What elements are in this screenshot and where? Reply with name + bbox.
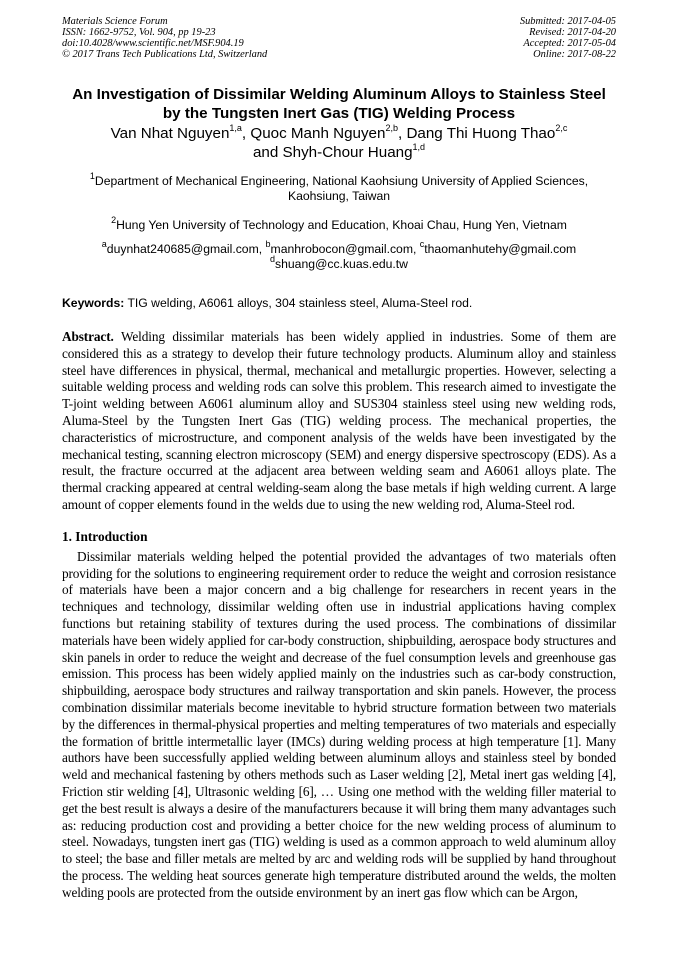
keywords-text: TIG welding, A6061 alloys, 304 stainless steel, Aluma-Steel rod. xyxy=(124,296,473,310)
author-name: Dang Thi Huong Thao xyxy=(406,125,556,142)
author-sup: 1,d xyxy=(412,141,426,152)
date-submitted: Submitted: 2017-04-05 xyxy=(519,16,616,27)
author-name: Van Nhat Nguyen xyxy=(110,125,230,142)
author-name: Shyh-Chour Huang xyxy=(282,144,413,161)
paper-title: An Investigation of Dissimilar Welding Aluminum Alloys to Stainless Steel by the Tungsten Inert Gas (TIG) Welding Process xyxy=(72,86,606,122)
author-separator: , xyxy=(241,125,251,142)
header-left xyxy=(62,16,267,60)
abstract xyxy=(62,329,616,514)
journal-issn: ISSN: 1662-9752, Vol. 904, pp 19-23 xyxy=(62,27,216,38)
author-list xyxy=(62,124,616,162)
date-online: Online: 2017-08-22 xyxy=(533,49,616,60)
email-sup: c xyxy=(419,238,425,249)
keywords xyxy=(62,296,616,311)
email-text: duynhat240685@gmail.com xyxy=(106,242,259,256)
email-sup: b xyxy=(265,238,271,249)
affiliation-text: Hung Yen University of Technology and Education, Khoai Chau, Hung Yen, Vietnam xyxy=(116,218,567,232)
email-sup: d xyxy=(270,253,276,264)
abstract-text: Welding dissimilar materials has been widely applied in industries. Some of them are considered this as a strategy to develop their future technology products. Aluminum alloy and stainless steel have differences in physical, thermal, mechanical and metallurgic properties. However, selecting a suitable welding process and welding rods can solve this problem. This research aimed to investigate the T-joint welding between A6061 aluminum alloy and SUS304 stainless steel using new welding rods, Aluma-Steel by the Tungsten Inert Gas (TIG) welding process. The mechanical properties, the characteristics of microstructure, and component analysis of the welds have been investigated by the mechanical testing, scanning electron microscopy (SEM) and energy dispersive spectroscopy (EDS). As a result, the fracture occurred at the adjacent area between welding seam and A6061 alloys plate. The thermal cracking appeared at central welding-seam along the base metals if high welding current. A large amount of copper elements found in the welds due to using the new welding rod, Aluma-Steel rod. xyxy=(62,329,616,512)
author-name: Quoc Manh Nguyen xyxy=(250,125,386,142)
journal-copyright: © 2017 Trans Tech Publications Ltd, Switzerland xyxy=(62,49,268,60)
keywords-label: Keywords: xyxy=(62,296,125,310)
affiliation-1 xyxy=(62,170,616,204)
affiliation-sup: 1 xyxy=(89,170,95,181)
author-line-1 xyxy=(62,124,616,143)
author-and: and xyxy=(252,144,283,161)
author-sup: 2,b xyxy=(385,122,398,133)
author-sup: 2,c xyxy=(555,122,568,133)
date-accepted: Accepted: 2017-05-04 xyxy=(523,38,616,49)
email-line-1: $^a$duynhat240685@gmail.com, $^b$manhrobocon@gmail.com, $^c$thaomanhutehy@gmail.com xyxy=(101,238,577,256)
email-text: thaomanhutehy@gmail.com xyxy=(424,242,577,256)
section-body: Dissimilar materials welding helped the potential provided the advantages of two materials often providing for the solutions to engineering requirement order to reduce the weight and corrosion resistance of materials have been a major concern and a big challenge for researchers in recent years in the techniques and technology, dissimilar welding often use in industrial applications having complex functions but retaining stability of textures during the used process. The combinations of dissimilar materials have been widely applied for car-body construction, shipbuilding, aerospace body structures and skin panels in order to reduce the weight and decrease of the fuel consumption levels and greenhouse gas emission. This process has been widely applied mainly on the industries such as car-body construction, shipbuilding, aerospace body structures and railway transportation and skin panels. However, the process combination dissimilar materials become inevitable to hybrid structure formation between two materials by the differences in thermal-physical properties and melting temperatures of two materials and especially the formation of brittle intermetallic layer (IMCs) during welding process at high temperature [1]. Many authors have been successfully applied welding between aluminum alloys and stainless steel by bonded weld and mechanical fastening by others methods such as Laser welding [2], Metal inert gas welding [4], Friction stir welding [4], Ultrasonic welding [6], … Using one method with the welding filler material to get the best result is always a desire of the manufacturers because it will bring them many advantages such as: reducing production cost and providing a better choice for the new welding process of aluminum to steel. Nowadays, tungsten inert gas (TIG) welding is used as a common approach to weld aluminum alloy to steel; the base and filler metals are melted by arc and welding rods will be supplied by hand throughout the process. The welding heat sources generate high temperature distributed around the welds, the molten welding pools are protected from the outside environment by an inert gas flow which can be Argon, xyxy=(62,548,616,900)
email-sup: a xyxy=(101,238,107,249)
affiliation-text: Department of Mechanical Engineering, National Kaohsiung University of Applied Sciences, Kaohsiung, Taiwan xyxy=(94,174,589,203)
author-sup: 1,a xyxy=(229,122,242,133)
journal-doi: doi:10.4028/www.scientific.net/MSF.904.19 xyxy=(62,38,244,49)
journal-name: Materials Science Forum xyxy=(62,16,168,27)
email-text: manhrobocon@gmail.com xyxy=(270,242,413,256)
affiliation-sup: 2 xyxy=(111,214,117,225)
header-right xyxy=(520,16,616,60)
affiliation-2 xyxy=(62,214,616,233)
journal-header xyxy=(62,16,616,60)
email-list xyxy=(62,238,616,272)
abstract-label: Abstract. xyxy=(62,329,114,344)
email-line-2 xyxy=(62,253,616,272)
author-separator: , xyxy=(397,125,407,142)
section-title: 1. Introduction xyxy=(62,528,148,544)
date-revised: Revised: 2017-04-20 xyxy=(529,27,616,38)
author-line-2 xyxy=(62,143,616,162)
email-text: shuang@cc.kuas.edu.tw xyxy=(275,257,408,271)
